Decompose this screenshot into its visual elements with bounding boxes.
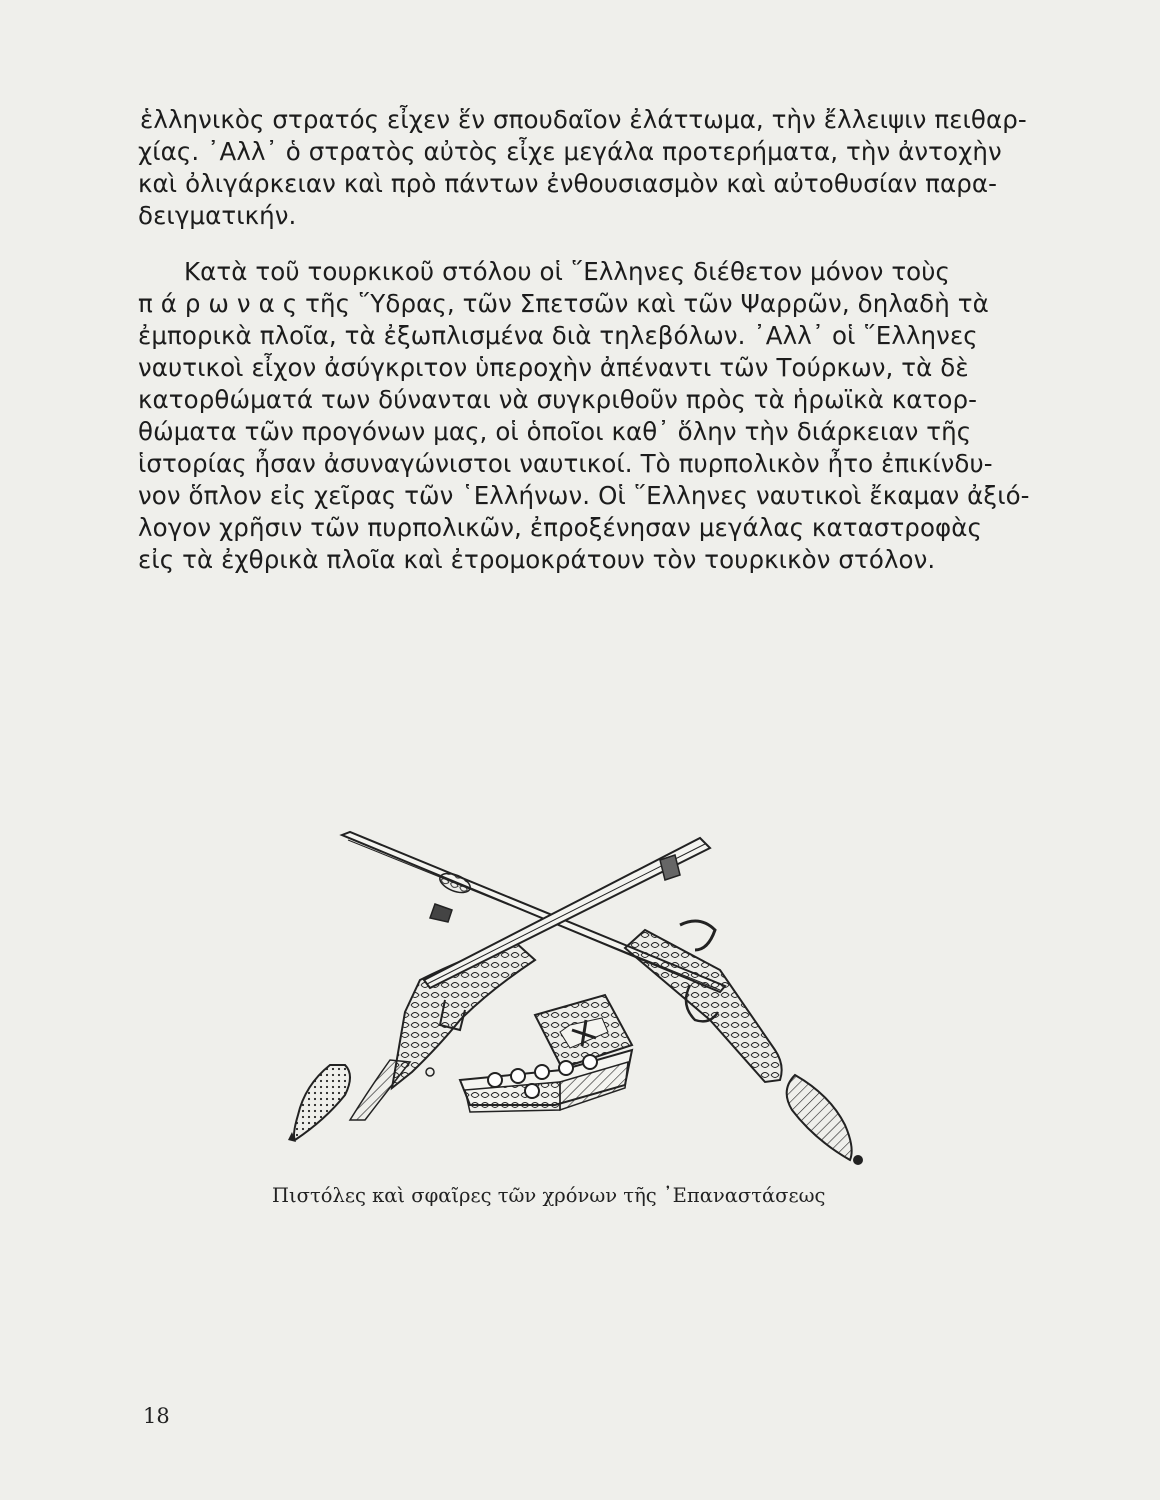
text-line-5: Κατὰ τοῦ τουρκικοῦ στόλου οἱ ῞Ελληνες διέθετον μόνον τοὺς xyxy=(184,257,951,286)
text-line-14: εἰς τὰ ἐχθρικὰ πλοῖα καὶ ἐτρομοκράτουν τὸν τουρκικὸν στόλον. xyxy=(138,545,936,574)
text-line-13: λογον χρῆσιν τῶν πυρπολικῶν, ἐπροξένησαν μεγάλας καταστροφὰς xyxy=(138,513,983,542)
pistols-illustration xyxy=(270,820,910,1180)
text-line-1: ἑλληνικὸς στρατός εἶχεν ἕν σπουδαῖον ἐλάττωμα, τὴν ἔλλειψιν πειθαρ- xyxy=(140,105,1027,134)
right-pistol xyxy=(424,838,863,1165)
text-line-8: ναυτικοὶ εἶχον ἀσύγκριτον ὑπεροχὴν ἀπέναντι τῶν Τούρκων, τὰ δὲ xyxy=(138,353,969,382)
text-line-7: ἐμπορικὰ πλοῖα, τὰ ἐξωπλισμένα διὰ τηλεβόλων. ᾿Αλλ᾿ οἱ ῞Ελληνες xyxy=(138,321,978,350)
text-line-6: π ά ρ ω ν α ς τῆς ῞Υδρας, τῶν Σπετσῶν καὶ τῶν Ψαρρῶν, δηλαδὴ τὰ xyxy=(138,289,989,318)
text-line-11: ἱστορίας ἦσαν ἀσυναγώνιστοι ναυτικοί. Τὸ πυρπολικὸν ἦτο ἐπικίνδυ- xyxy=(138,449,993,478)
text-line-10: θώματα τῶν προγόνων μας, οἱ ὁποῖοι καθ᾿ ὅλην τὴν διάρκειαν τῆς xyxy=(138,417,972,446)
text-line-2: χίας. ᾿Αλλ᾿ ὁ στρατὸς αὐτὸς εἶχε μεγάλα προτερήματα, τὴν ἀντοχὴν xyxy=(138,137,1002,166)
text-line-12: νον ὅπλον εἰς χεῖρας τῶν ῾Ελλήνων. Οἱ ῞Ελληνες ναυτικοὶ ἔκαμαν ἀξιό- xyxy=(138,481,1030,510)
figure-caption: Πιστόλες καὶ σφαῖρες τῶν χρόνων τῆς ᾿Επαναστάσεως xyxy=(272,1184,826,1207)
text-line-4: δειγματικήν. xyxy=(138,201,297,230)
page-number: 18 xyxy=(143,1404,170,1428)
text-line-9: κατορθώματά των δύνανται νὰ συγκριθοῦν πρὸς τὰ ἡρωϊκὰ κατορ- xyxy=(138,385,978,414)
text-line-3: καὶ ὀλιγάρκειαν καὶ πρὸ πάντων ἐνθουσιασμὸν καὶ αὐτοθυσίαν παρα- xyxy=(138,169,998,198)
